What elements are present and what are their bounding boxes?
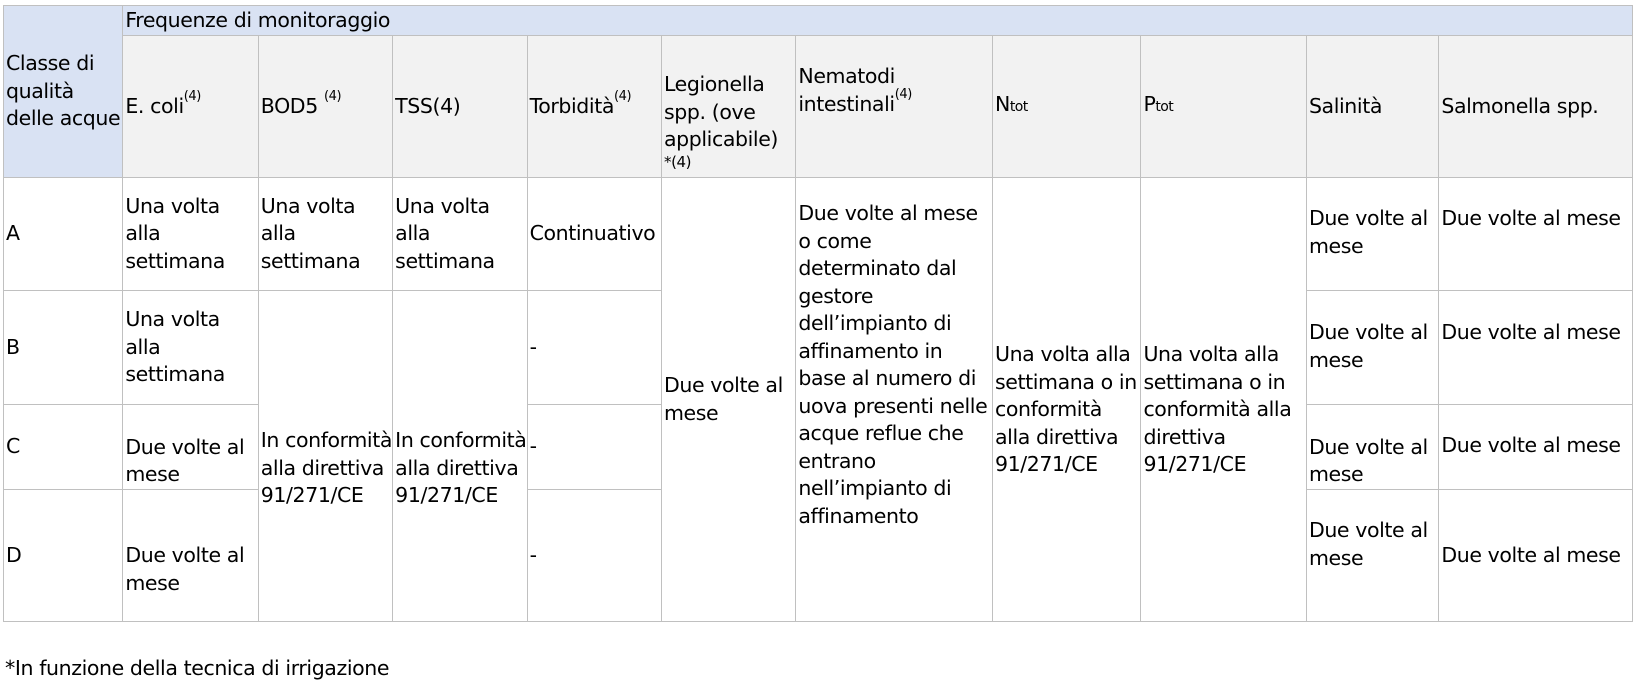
salmonella-text: Due volte al mese	[1441, 542, 1621, 567]
group-header-row	[4, 6, 1633, 36]
torbidita-cell: -	[527, 490, 661, 622]
column-label: TSS(4)	[395, 93, 461, 118]
torbidita-cell: -	[527, 405, 661, 490]
column-label: N	[994, 92, 1010, 117]
nematodi-cell	[796, 178, 993, 622]
class-cell: B	[4, 291, 123, 405]
tss-cell	[393, 291, 527, 622]
table-row	[4, 178, 1633, 291]
column-header-torbidita	[527, 36, 661, 178]
column-header-legionella	[661, 36, 795, 178]
column-header-salinita	[1306, 36, 1438, 178]
torbidita-cell: -	[527, 291, 661, 405]
class-cell: A	[4, 178, 123, 291]
column-header-ptot	[1141, 36, 1307, 178]
subscript: tot	[1155, 99, 1174, 116]
salmonella-cell	[1439, 178, 1633, 291]
bod5-cell	[258, 291, 392, 622]
column-label: BOD5	[260, 93, 324, 118]
salinita-cell	[1306, 405, 1438, 490]
group-header-label: Frequenze di monitoraggio	[125, 7, 391, 32]
e-coli-text: Due volte al mese	[125, 434, 245, 486]
salmonella-cell	[1439, 405, 1633, 490]
footnote-ref: (4)	[894, 86, 912, 102]
e-coli-text: Due volte al mese	[125, 543, 245, 595]
column-header-tss	[393, 36, 527, 178]
tss-text: In conformità alla direttiva 91/271/CE	[395, 428, 527, 507]
column-label: P	[1143, 92, 1156, 117]
column-label: E. coli	[125, 93, 184, 118]
column-label: Salinità	[1308, 93, 1382, 118]
ptot-text: Una volta alla settimana o in conformità alla direttiva 91/271/CE	[1143, 342, 1292, 476]
class-cell: C	[4, 405, 123, 490]
group-header-cell	[123, 6, 1633, 36]
footnote-ref: (4)	[614, 88, 632, 104]
salinita-text: Due volte al mese	[1308, 434, 1428, 486]
salmonella-text: Due volte al mese	[1441, 433, 1621, 457]
tss-cell: Una volta alla settimana	[393, 178, 527, 291]
column-header-salmonella	[1439, 36, 1633, 178]
footnote-ref: (4)	[323, 88, 342, 104]
footnote: *In funzione della tecnica di irrigazione	[5, 656, 390, 680]
salinita-text: Due volte al mese	[1308, 206, 1428, 258]
salmonella-text: Due volte al mese	[1441, 320, 1621, 344]
row-header-cell	[4, 6, 123, 178]
subscript: tot	[1009, 99, 1028, 116]
class-cell: D	[4, 490, 123, 622]
ntot-text: Una volta alla settimana o in conformità alla direttiva 91/271/CE	[994, 342, 1137, 476]
column-header-bod5	[258, 36, 392, 178]
bod5-cell: Una volta alla settimana	[258, 178, 392, 291]
salinita-text: Due volte al mese	[1308, 320, 1428, 372]
salmonella-cell	[1439, 490, 1633, 622]
column-header-e-coli	[123, 36, 258, 178]
e-coli-cell: Una volta alla settimana	[123, 291, 258, 405]
ntot-cell	[992, 178, 1140, 622]
row-header-label: Classe di qualità delle acque	[6, 51, 121, 131]
torbidita-cell: Continuativo	[527, 178, 661, 291]
column-label: Salmonella spp.	[1441, 93, 1599, 118]
footnote-ref: *(4)	[663, 152, 692, 171]
legionella-cell: Due volte al mese	[661, 178, 795, 622]
column-label: Legionella spp. (ove applicabile)	[663, 72, 779, 152]
e-coli-cell: Una volta alla settimana	[123, 178, 258, 291]
e-coli-cell	[123, 405, 258, 490]
column-label: Torbidità	[529, 93, 615, 118]
footnote-ref: (4)	[183, 88, 201, 104]
ptot-cell	[1141, 178, 1307, 622]
salinita-cell	[1306, 291, 1438, 405]
column-header-row	[4, 36, 1633, 178]
column-label: Nematodi intestinali	[798, 64, 895, 116]
salmonella-text: Due volte al mese	[1441, 206, 1621, 230]
salmonella-cell	[1439, 291, 1633, 405]
column-header-ntot	[992, 36, 1140, 178]
nematodi-text: Due volte al mese o come determinato dal gestore dell’impianto di affinamento in base al numero di uova presenti nelle acque reflue che entrano nell’impianto di affinamento	[798, 201, 988, 528]
salinita-text: Due volte al mese	[1308, 518, 1428, 570]
column-header-nematodi	[796, 36, 993, 178]
salinita-cell	[1306, 178, 1438, 291]
bod5-text: In conformità alla direttiva 91/271/CE	[260, 428, 393, 507]
salinita-cell	[1306, 490, 1438, 622]
e-coli-cell	[123, 490, 258, 622]
monitoring-frequency-table	[3, 5, 1633, 622]
